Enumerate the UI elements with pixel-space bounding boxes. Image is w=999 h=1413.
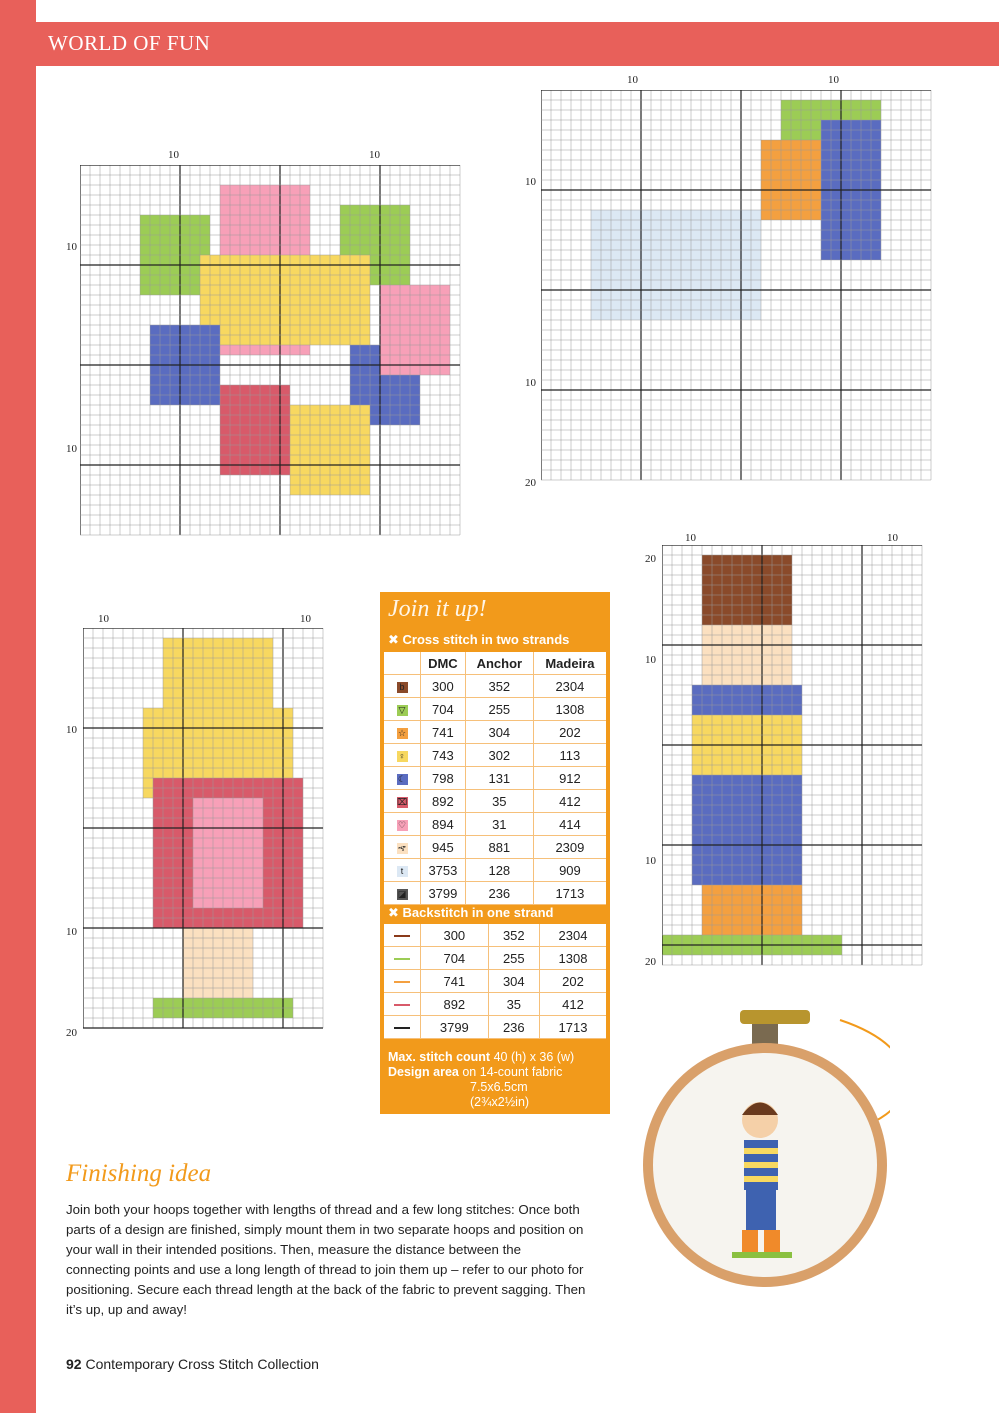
anchor-cell: 236 bbox=[488, 1016, 539, 1039]
cross-stitch-heading: ✖ Cross stitch in two strands bbox=[388, 632, 570, 647]
kite-chart bbox=[541, 90, 936, 490]
anchor-cell: 255 bbox=[488, 947, 539, 970]
dmc-cell: 300 bbox=[421, 924, 489, 947]
madeira-cell: 2304 bbox=[533, 675, 606, 698]
backstitch-line-swatch bbox=[394, 958, 410, 960]
anchor-cell: 304 bbox=[465, 721, 533, 744]
dmc-cell: 894 bbox=[421, 813, 466, 836]
section-title: WORLD OF FUN bbox=[48, 31, 211, 55]
dmc-cell: 945 bbox=[421, 836, 466, 859]
cross-stitch-table bbox=[384, 652, 606, 905]
dmc-cell: 741 bbox=[421, 721, 466, 744]
cross-stitch-row bbox=[384, 744, 606, 767]
boy-chart bbox=[662, 545, 932, 975]
cross-stitch-row bbox=[384, 675, 606, 698]
cross-stitch-row bbox=[384, 698, 606, 721]
cross-stitch-row bbox=[384, 813, 606, 836]
line-swatch-cell bbox=[384, 1016, 421, 1039]
thread-swatch: ኆ bbox=[398, 842, 406, 853]
kite-chart-grid bbox=[541, 90, 936, 490]
thread-swatch: ☾ bbox=[397, 773, 407, 784]
boy-left-a-number: 20 bbox=[645, 553, 656, 565]
line-swatch-cell bbox=[384, 970, 421, 993]
girl-top-left-number: 10 bbox=[98, 613, 109, 625]
boy-left-b-number: 10 bbox=[645, 654, 656, 666]
butterfly-chart bbox=[80, 165, 470, 545]
cross-stitch-row bbox=[384, 721, 606, 744]
swatch-cell bbox=[384, 790, 421, 813]
backstitch-row bbox=[384, 970, 606, 993]
swatch-column-header bbox=[384, 652, 421, 675]
madeira-cell: 412 bbox=[539, 993, 606, 1016]
thread-swatch: t bbox=[397, 866, 408, 877]
finishing-idea-body: Join both your hoops together with lengths of thread and a few long stitches: Once both parts of a design are finished, simply mount them in two separate hoops and position on your wall in their intended positions. Then, measure the distance between the connecting points and use a long length of thread to join them up – refer to our photo for positioning. Secure each thread length at the back of the fabric to prevent sagging. Then it’s up, up and away! bbox=[66, 1202, 586, 1317]
embroidery-hoop-photo bbox=[640, 1000, 890, 1300]
girl-chart-grid bbox=[83, 628, 333, 1038]
anchor-cell: 131 bbox=[465, 767, 533, 790]
backstitch-line-swatch bbox=[394, 981, 410, 983]
dmc-cell: 704 bbox=[421, 947, 489, 970]
stitch-stats bbox=[388, 1050, 606, 1110]
page-footer bbox=[66, 1356, 319, 1372]
backstitch-row bbox=[384, 947, 606, 970]
kite-left-c-number: 20 bbox=[525, 477, 536, 489]
backstitch-line-swatch bbox=[394, 935, 410, 937]
girl-left-a-number: 10 bbox=[66, 724, 77, 736]
kite-top-right-number: 10 bbox=[828, 74, 839, 86]
dmc-cell: 3799 bbox=[421, 1016, 489, 1039]
thread-swatch: ◪ bbox=[397, 888, 407, 899]
girl-left-c-number: 20 bbox=[66, 1027, 77, 1039]
anchor-cell: 35 bbox=[488, 993, 539, 1016]
publication-name: Contemporary Cross Stitch Collection bbox=[85, 1356, 319, 1372]
madeira-cell: 912 bbox=[533, 767, 606, 790]
dmc-cell: 3753 bbox=[421, 859, 466, 882]
design-area-size: 7.5x6.5cm bbox=[470, 1080, 528, 1094]
page-number: 92 bbox=[66, 1356, 82, 1372]
thread-key-panel bbox=[380, 592, 610, 1114]
madeira-cell: 412 bbox=[533, 790, 606, 813]
madeira-cell: 909 bbox=[533, 859, 606, 882]
stitch-count-value: 40 (h) x 36 (w) bbox=[493, 1050, 575, 1064]
dmc-column-header: DMC bbox=[421, 652, 466, 675]
cross-stitch-row bbox=[384, 859, 606, 882]
finishing-idea-title: Finishing idea bbox=[66, 1160, 212, 1187]
kite-left-a-number: 10 bbox=[525, 176, 536, 188]
thread-swatch: b bbox=[397, 682, 408, 693]
butterfly-left-bottom-number: 10 bbox=[66, 443, 77, 455]
backstitch-line-swatch bbox=[394, 1004, 410, 1006]
backstitch-row bbox=[384, 1016, 606, 1039]
thread-swatch: ♀ bbox=[397, 751, 408, 762]
kite-left-b-number: 10 bbox=[525, 377, 536, 389]
dmc-cell: 3799 bbox=[421, 882, 466, 905]
anchor-cell: 255 bbox=[465, 698, 533, 721]
madeira-cell: 202 bbox=[539, 970, 606, 993]
dmc-cell: 704 bbox=[421, 698, 466, 721]
boy-top-left-number: 10 bbox=[685, 532, 696, 544]
madeira-cell: 414 bbox=[533, 813, 606, 836]
girl-chart bbox=[83, 628, 333, 1038]
madeira-cell: 1713 bbox=[533, 882, 606, 905]
madeira-cell: 2304 bbox=[539, 924, 606, 947]
line-swatch-cell bbox=[384, 947, 421, 970]
madeira-cell: 202 bbox=[533, 721, 606, 744]
cross-stitch-row bbox=[384, 882, 606, 905]
anchor-cell: 352 bbox=[488, 924, 539, 947]
design-area-value: on 14-count fabric bbox=[462, 1065, 563, 1079]
anchor-cell: 31 bbox=[465, 813, 533, 836]
madeira-cell: 1308 bbox=[533, 698, 606, 721]
madeira-column-header: Madeira bbox=[533, 652, 606, 675]
anchor-cell: 35 bbox=[465, 790, 533, 813]
dmc-cell: 743 bbox=[421, 744, 466, 767]
dmc-cell: 300 bbox=[421, 675, 466, 698]
swatch-cell bbox=[384, 882, 421, 905]
anchor-cell: 128 bbox=[465, 859, 533, 882]
section-header bbox=[36, 22, 999, 66]
swatch-cell bbox=[384, 698, 421, 721]
boy-left-d-number: 20 bbox=[645, 956, 656, 968]
swatch-cell bbox=[384, 859, 421, 882]
anchor-cell: 304 bbox=[488, 970, 539, 993]
backstitch-heading: ✖ Backstitch in one strand bbox=[388, 905, 554, 920]
backstitch-row bbox=[384, 924, 606, 947]
madeira-cell: 2309 bbox=[533, 836, 606, 859]
butterfly-top-left-number: 10 bbox=[168, 149, 179, 161]
anchor-column-header: Anchor bbox=[465, 652, 533, 675]
backstitch-line-swatch bbox=[394, 1027, 410, 1029]
madeira-cell: 113 bbox=[533, 744, 606, 767]
stitch-count-label: Max. stitch count bbox=[388, 1050, 491, 1064]
cross-stitch-row bbox=[384, 836, 606, 859]
boy-left-c-number: 10 bbox=[645, 855, 656, 867]
left-color-bar bbox=[0, 0, 36, 1413]
swatch-cell bbox=[384, 813, 421, 836]
swatch-cell bbox=[384, 721, 421, 744]
table-header-row bbox=[384, 652, 606, 675]
backstitch-table bbox=[384, 924, 606, 1039]
thread-swatch: ⌧ bbox=[396, 796, 408, 807]
swatch-cell bbox=[384, 836, 421, 859]
design-area-inches: (2¾x2½in) bbox=[470, 1095, 530, 1109]
anchor-cell: 302 bbox=[465, 744, 533, 767]
kite-top-left-number: 10 bbox=[627, 74, 638, 86]
dmc-cell: 741 bbox=[421, 970, 489, 993]
swatch-cell bbox=[384, 767, 421, 790]
girl-top-right-number: 10 bbox=[300, 613, 311, 625]
madeira-cell: 1713 bbox=[539, 1016, 606, 1039]
line-swatch-cell bbox=[384, 993, 421, 1016]
butterfly-chart-grid bbox=[80, 165, 470, 545]
key-title: Join it up! bbox=[388, 596, 487, 622]
madeira-cell: 1308 bbox=[539, 947, 606, 970]
anchor-cell: 881 bbox=[465, 836, 533, 859]
swatch-cell bbox=[384, 675, 421, 698]
swatch-cell bbox=[384, 744, 421, 767]
boy-top-right-number: 10 bbox=[887, 532, 898, 544]
design-area-label: Design area bbox=[388, 1065, 459, 1079]
boy-chart-grid bbox=[662, 545, 932, 975]
anchor-cell: 352 bbox=[465, 675, 533, 698]
cross-stitch-row bbox=[384, 790, 606, 813]
butterfly-top-right-number: 10 bbox=[369, 149, 380, 161]
butterfly-left-top-number: 10 bbox=[66, 241, 77, 253]
girl-left-b-number: 10 bbox=[66, 926, 77, 938]
thread-swatch: ▽ bbox=[397, 705, 408, 716]
thread-swatch: ♡ bbox=[397, 819, 407, 830]
line-swatch-cell bbox=[384, 924, 421, 947]
anchor-cell: 236 bbox=[465, 882, 533, 905]
dmc-cell: 798 bbox=[421, 767, 466, 790]
dmc-cell: 892 bbox=[421, 993, 489, 1016]
dmc-cell: 892 bbox=[421, 790, 466, 813]
cross-stitch-row bbox=[384, 767, 606, 790]
backstitch-row bbox=[384, 993, 606, 1016]
thread-swatch: ☆ bbox=[397, 727, 407, 738]
